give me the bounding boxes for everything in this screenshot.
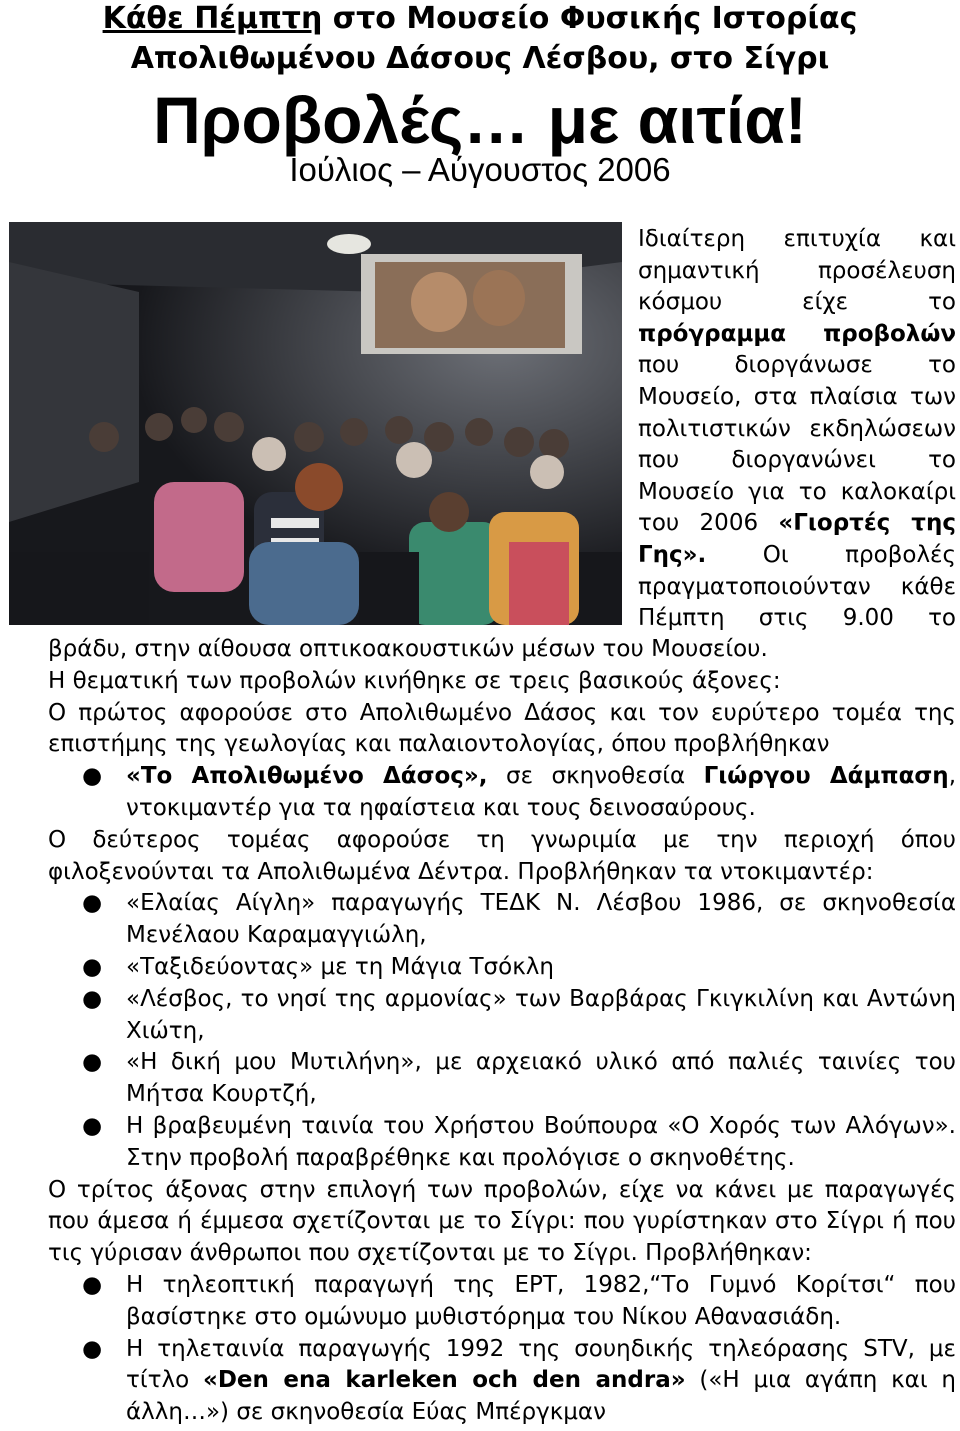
director-highlight: Γιώργου Δάμπαση [703,763,949,790]
intro-text-2: που διοργάνωσε το Μουσείο, στα πλαίσια των πολιτιστικών εκδηλώσεων που διοργανώνει το Μουσείο για το καλοκαίρι του 2006 [638,352,956,537]
list-text: Η τηλεταινία παραγωγής 1992 της σουηδικής τηλεόρασης STV, με τίτλο [126,1335,956,1394]
film-title-highlight: «Το Απολιθωμένο Δάσος», [126,763,488,790]
intro-text-3: Οι προβολές πραγματοποιούνταν κάθε Πέμπτη στις 9.00 το [638,541,956,632]
list-text: «Ελαίας Αίγλη» παραγωγής ΤΕΔΚ Ν. Λέσβου 1986, σε σκηνοθεσία Μενέλαου Καραμαγγιώλη, [126,890,956,949]
list-item [48,1334,956,1429]
list-item [48,888,956,952]
list-item [48,984,956,1048]
article-body [48,634,956,1429]
list-text: «Η δική μου Μυτιλήνη», με αρχειακό υλικό από παλιές ταινίες του Μήτσα Κουρτζή, [126,1049,956,1108]
intro-program-highlight: πρόγραμμα προβολών [638,320,956,347]
screening-photo [9,222,622,625]
third-theme-paragraph: Ο τρίτος άξονας στην επιλογή των προβολών, είχε να κάνει με παραγωγές που άμεσα ή έμμεσα σχετίζονται με το Σίγρι: που γυρίστηκαν στο Σίγρι ή που τις γύρισαν άνθρωποι που σχετίζονται με το Σίγρι. Προβλήθηκαν: [48,1176,956,1267]
list-item-petrified-forest [48,761,956,825]
list-text: σε σκηνοθεσία [487,763,704,790]
bullet: ● [82,985,103,1012]
intro-festival-highlight: «Γιορτές της Γης». [638,510,956,568]
intro-text-1: Ιδιαίτερη επιτυχία και σημαντική προσέλευση κόσμου είχε το [638,226,956,316]
header-day: Κάθε Πέμπτη [102,1,323,36]
second-theme-paragraph: Ο δεύτερος τομέας αφορούσε τη γνωριμία με την περιοχή όπου φιλοξενούνται τα Απολιθωμένα Δέντρα. Προβλήθηκαν τα ντοκιμαντέρ: [48,826,956,885]
bullet: ● [82,890,103,917]
header-location: στο Μουσείο Φυσικής Ιστορίας [322,1,858,36]
list-text: «Λέσβος, το νησί της αρμονίας» των Βαρβάρας Γκιγκιλίνη και Αντώνη Χιώτη, [126,985,956,1044]
header-line-2: Απολιθωμένου Δάσους Λέσβου, στο Σίγρι [130,41,830,76]
list-text: Η βραβευμένη ταινία του Χρήστου Βούπουρα «Ο Χορός των Αλόγων». Στην προβολή παραβρέθηκε και προλόγισε ο σκηνοθέτης. [126,1112,956,1171]
bullet: ● [82,1049,103,1076]
page-subtitle: Ιούλιος – Αύγουστος 2006 [289,151,671,188]
intro-paragraph [638,224,956,635]
list-item [48,1047,956,1111]
list-item [48,1270,956,1334]
bullet: ● [82,1335,103,1362]
list-text: Η τηλεοπτική παραγωγή της ΕΡΤ, 1982,“Το Γυμνό Κορίτσι“ που βασίστηκε στο ομώνυμο μυθιστόρημα του Νίκου Αθανασιάδη. [126,1271,956,1330]
intro-continuation: βράδυ, στην αίθουσα οπτικοακουστικών μέσων του Μουσείου. [48,636,768,662]
header-line-1 [0,0,960,38]
bullet: ● [82,953,103,980]
bullet: ● [82,1112,103,1139]
film-title-highlight: «Den ena karleken och den andra» [202,1367,686,1394]
themes-paragraph: Η θεματική των προβολών κινήθηκε σε τρεις βασικούς άξονες: [48,667,781,694]
screening-photo-image [9,222,622,625]
list-item [48,1111,956,1175]
first-theme-paragraph: Ο πρώτος αφορούσε στο Απολιθωμένο Δάσος και τον ευρύτερο τομέα της επιστήμης της γεωλογίας και παλαιοντολογίας, όπου προβλήθηκαν [48,699,956,758]
page-title: Προβολές… με αιτία! [153,83,807,157]
list-item [48,952,956,984]
list-text: («Η μια αγάπη και η άλλη…») σε σκηνοθεσία Εύας Μπέργκμαν [126,1367,956,1426]
list-text: «Ταξιδεύοντας» με τη Μάγια Τσόκλη [126,953,554,980]
bullet: ● [82,763,103,790]
bullet: ● [82,1271,103,1298]
list-text: , ντοκιμαντέρ για τα ηφαίστεια και τους δεινοσαύρους. [126,763,956,821]
